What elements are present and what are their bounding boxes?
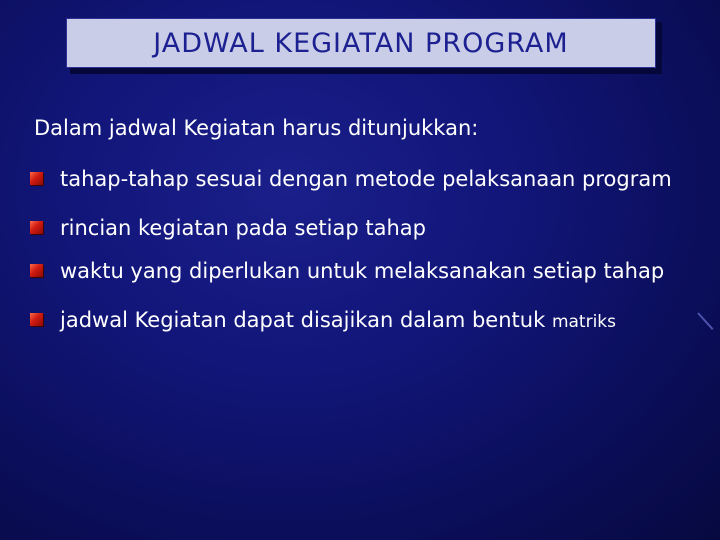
bullet-item (30, 211, 690, 246)
title-banner (66, 18, 662, 74)
bullet-text: tahap-tahap sesuai dengan metode pelaksanaan program (60, 167, 672, 191)
bullet-item (30, 162, 690, 197)
red-square-bullet-icon (30, 221, 43, 234)
slide-title: JADWAL KEGIATAN PROGRAM (153, 27, 569, 59)
bullet-text: rincian kegiatan pada setiap tahap (60, 216, 426, 240)
intro-text: Dalam jadwal Kegiatan harus ditunjukkan: (34, 116, 479, 140)
title-box (66, 18, 656, 68)
decorative-line (697, 312, 713, 330)
red-square-bullet-icon (30, 172, 43, 185)
red-square-bullet-icon (30, 313, 43, 326)
bullet-text-small: matriks (551, 312, 616, 332)
bullet-text: waktu yang diperlukan untuk melaksanakan setiap tahap (60, 259, 665, 283)
red-square-bullet-icon (30, 264, 43, 277)
bullet-list (30, 162, 690, 354)
bullet-text: jadwal Kegiatan dapat disajikan dalam bentuk (60, 308, 546, 332)
bullet-item (30, 254, 690, 289)
bullet-item (30, 303, 690, 340)
